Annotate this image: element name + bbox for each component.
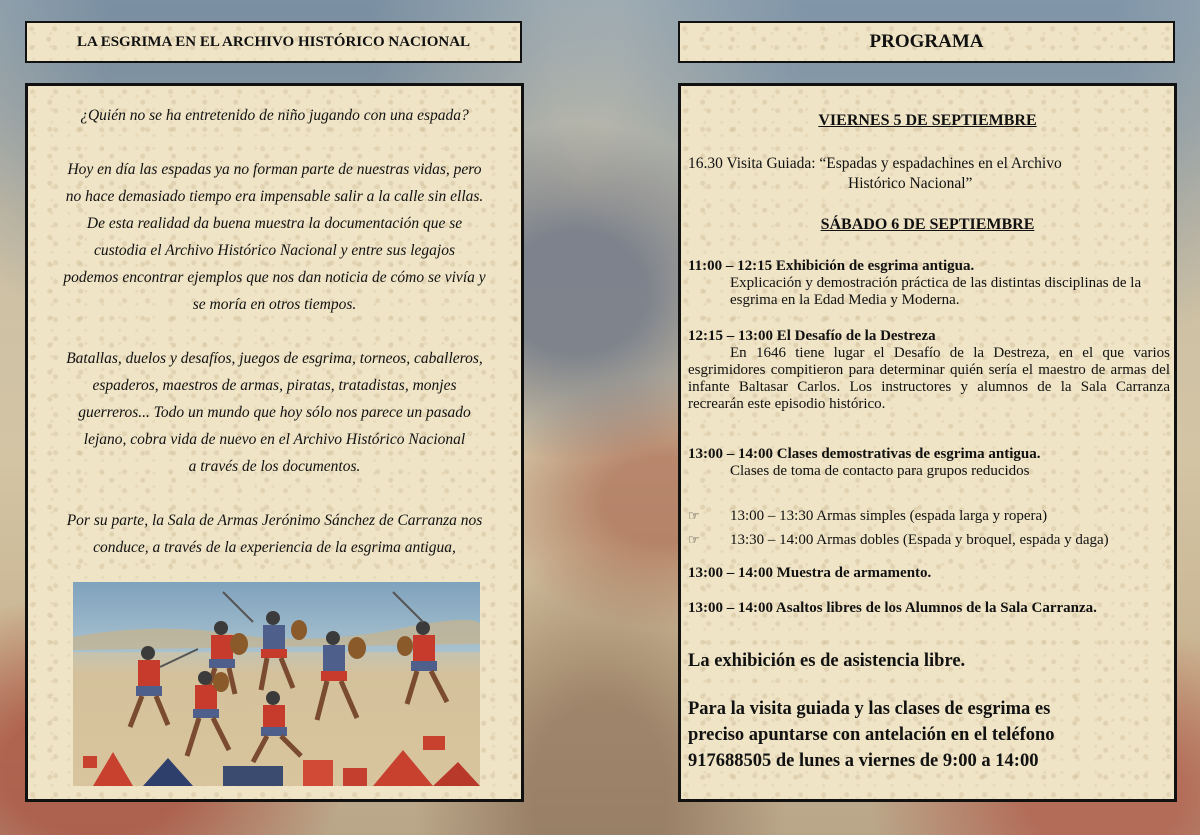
event-description: Explicación y demostración práctica de las distintas disciplinas de la esgrima en la Edad Media y Moderna.: [730, 275, 1142, 308]
intro-line: lejano, cobra vida de nuevo en el Archivo Histórico Nacional: [83, 431, 466, 448]
event-exhibicion: [688, 258, 1170, 309]
intro-line: podemos encontrar ejemplos que nos dan noticia de cómo se vivía y: [63, 269, 486, 286]
intro-panel: [25, 83, 524, 802]
event-description: Clases de toma de contacto para grupos reducidos: [730, 463, 1030, 479]
intro-line: custodia el Archivo Histórico Nacional y entre sus legajos: [93, 242, 456, 259]
intro-line: conduce, a través de la experiencia de la esgrima antigua,: [93, 539, 456, 556]
intro-line: espaderos, maestros de armas, piratas, tratadistas, monjes: [92, 377, 457, 394]
session-text: 13:30 – 14:00 Armas dobles (Espada y broquel, espada y daga): [730, 532, 1109, 548]
intro-line: Batallas, duelos y desafíos, juegos de esgrima, torneos, caballeros,: [66, 350, 483, 367]
left-title-box: [25, 21, 522, 63]
intro-paragraph-1: ¿Quién no se ha entretenido de niño jugando con una espada?: [80, 107, 469, 124]
event-asaltos: 13:00 – 14:00 Asaltos libres de los Alumnos de la Sala Carranza.: [688, 600, 1097, 616]
intro-line: a través de los documentos.: [188, 458, 361, 475]
guided-visit-line-2: Histórico Nacional”: [848, 175, 973, 192]
list-item: [688, 528, 1170, 552]
event-title: 11:00 – 12:15 Exhibición de esgrima antigua.: [688, 258, 975, 274]
intro-line: Hoy en día las espadas ya no forman parte de nuestras vidas, pero: [67, 161, 482, 178]
programa-panel: [678, 83, 1177, 802]
pointing-hand-icon: ☞: [688, 508, 700, 523]
intro-line: no hace demasiado tiempo era impensable salir a la calle sin ellas.: [65, 188, 484, 205]
free-attendance-notice: La exhibición es de asistencia libre.: [688, 651, 966, 671]
intro-line: Por su parte, la Sala de Armas Jerónimo Sánchez de Carranza nos: [66, 512, 483, 529]
event-title: 13:00 – 14:00 Clases demostrativas de esgrima antigua.: [688, 446, 1041, 462]
intro-line: guerreros... Todo un mundo que hoy sólo nos parece un pasado: [78, 404, 471, 421]
class-sessions-list: [688, 504, 1170, 552]
right-title-box: [678, 21, 1175, 63]
intro-line: se moría en otros tiempos.: [192, 296, 357, 313]
event-muestra: 13:00 – 14:00 Muestra de armamento.: [688, 565, 932, 581]
intro-text: [36, 102, 513, 561]
guided-visit: [688, 154, 1170, 194]
notice-line: 917688505 de lunes a viernes de 9:00 a 14:00: [688, 751, 1039, 771]
day-heading-viernes: VIERNES 5 DE SEPTIEMBRE: [818, 112, 1037, 129]
event-description: En 1646 tiene lugar el Desafío de la Destreza, en el que varios esgrimidores compitieron para determinar quién sería el maestro de armas del infante Baltasar Carlos. Los instructores y alumnos de la Sala Carranza recrearán este episodio histórico.: [688, 345, 1170, 412]
notice-line: Para la visita guiada y las clases de esgrima es: [688, 699, 1051, 719]
notice-line: preciso apuntarse con antelación en el teléfono: [688, 725, 1055, 745]
day-heading-sabado: SÁBADO 6 DE SEPTIEMBRE: [820, 216, 1035, 233]
event-clases: [688, 446, 1170, 480]
pointing-hand-icon: ☞: [688, 532, 700, 547]
registration-notice: [688, 696, 1170, 774]
intro-paragraph-4: [36, 507, 513, 561]
event-desafio: [688, 328, 1170, 413]
intro-paragraph-2: [36, 156, 513, 318]
fencing-illustration: [73, 582, 480, 786]
programa-title: PROGRAMA: [869, 31, 984, 52]
list-item: [688, 504, 1170, 528]
intro-paragraph-3: [36, 345, 513, 480]
left-title: LA ESGRIMA EN EL ARCHIVO HISTÓRICO NACIONAL: [76, 33, 471, 50]
session-text: 13:00 – 13:30 Armas simples (espada larga y ropera): [730, 508, 1048, 524]
intro-line: De esta realidad da buena muestra la documentación que se: [86, 215, 463, 232]
event-title: 12:15 – 13:00 El Desafío de la Destreza: [688, 328, 936, 344]
guided-visit-line-1: 16.30 Visita Guiada: “Espadas y espadachines en el Archivo: [688, 155, 1062, 172]
